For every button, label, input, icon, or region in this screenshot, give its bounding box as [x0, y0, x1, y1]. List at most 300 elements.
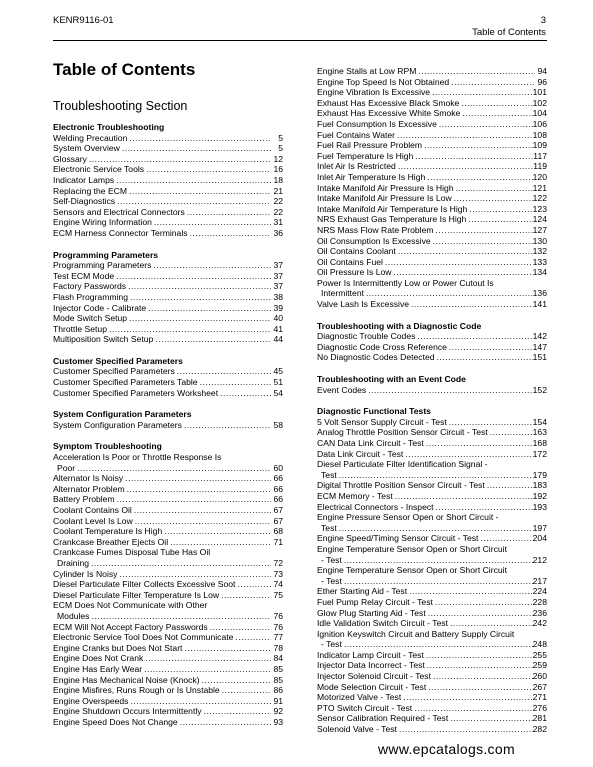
toc-dot-leader — [433, 236, 533, 247]
toc-entry-page: 72 — [273, 557, 283, 568]
toc-entry[interactable] — [53, 632, 283, 643]
toc-dot-leader — [89, 154, 271, 165]
toc-dot-leader — [235, 632, 271, 643]
toc-entry-page: 152 — [532, 384, 547, 395]
toc-entry-title: System Configuration Parameters — [53, 419, 182, 430]
toc-entry[interactable] — [317, 438, 547, 449]
toc-entry[interactable] — [317, 204, 547, 215]
toc-entry-title: Intake Manifold Air Pressure Is Low — [317, 193, 452, 204]
toc-entry[interactable] — [317, 618, 547, 629]
toc-entry[interactable] — [317, 629, 547, 640]
toc-entry-title: System Overview — [53, 143, 120, 154]
toc-entry[interactable] — [317, 682, 547, 693]
toc-entry[interactable] — [317, 225, 547, 236]
toc-entry-title: Crankcase Fumes Disposal Tube Has Oil — [53, 547, 211, 558]
toc-entry-title: Engine Does Not Crank — [53, 653, 144, 664]
toc-dot-leader — [449, 342, 533, 353]
toc-dot-leader — [146, 164, 271, 175]
toc-entry[interactable] — [317, 650, 547, 661]
toc-dot-leader — [170, 537, 271, 548]
toc-entry-page: 58 — [273, 419, 283, 430]
toc-entry[interactable] — [317, 278, 547, 289]
toc-entry-page: 78 — [273, 642, 283, 653]
section-title: Troubleshooting Section — [53, 99, 188, 113]
toc-entry[interactable] — [317, 608, 547, 619]
toc-entry[interactable] — [317, 427, 547, 438]
toc-entry[interactable] — [53, 473, 283, 484]
toc-entry-page: 151 — [532, 352, 547, 363]
toc-entry-page: 12 — [273, 153, 283, 164]
toc-entry-page: 101 — [532, 87, 547, 98]
toc-entry-title: Engine Has Early Wear — [53, 663, 143, 674]
toc-entry-page: 76 — [273, 621, 283, 632]
toc-entry-title: Oil Consumption Is Excessive — [317, 235, 431, 246]
toc-entry[interactable] — [317, 331, 547, 342]
toc-entry[interactable] — [53, 579, 283, 590]
toc-entry-title: Idle Validation Switch Circuit - Test — [317, 618, 449, 629]
toc-entry-page: 40 — [273, 313, 283, 324]
toc-entry-page: 66 — [273, 483, 283, 494]
toc-entry[interactable] — [53, 558, 283, 569]
toc-entry-page: 122 — [532, 193, 547, 204]
toc-dot-leader — [427, 660, 533, 671]
toc-entry-title: Injector Data Incorrect - Test — [317, 660, 425, 671]
toc-dot-leader — [129, 133, 271, 144]
toc-dot-leader — [344, 639, 533, 650]
toc-dot-leader — [237, 579, 271, 590]
toc-entry[interactable] — [53, 388, 283, 399]
toc-entry-title: Replacing the ECM — [53, 185, 128, 196]
toc-entry-title: Fuel Rail Pressure Problem — [317, 140, 423, 151]
toc-entry[interactable] — [53, 420, 283, 431]
toc-dot-leader — [221, 590, 271, 601]
toc-entry-page: 242 — [532, 618, 547, 629]
toc-entry-page: 193 — [532, 501, 547, 512]
toc-dot-leader — [426, 650, 533, 661]
toc-entry-title: Analog Throttle Position Sensor Circuit - Test — [317, 427, 488, 438]
toc-entry-page: 163 — [532, 427, 547, 438]
toc-entry[interactable] — [317, 470, 547, 481]
toc-entry[interactable] — [317, 639, 547, 650]
toc-entry[interactable] — [317, 533, 547, 544]
toc-entry-title: Intake Manifold Air Temperature Is High — [317, 203, 468, 214]
toc-entry-page: 36 — [273, 227, 283, 238]
toc-dot-leader — [164, 526, 271, 537]
toc-entry[interactable] — [317, 692, 547, 703]
toc-entry[interactable] — [317, 671, 547, 682]
toc-entry-title: Engine Misfires, Runs Rough or Is Unstable — [53, 685, 220, 696]
toc-entry-page: 41 — [273, 323, 283, 334]
toc-dot-leader — [424, 140, 533, 151]
toc-entry[interactable] — [317, 172, 547, 183]
toc-entry-title: - Test — [321, 639, 342, 650]
toc-entry[interactable] — [317, 724, 547, 735]
toc-entry-title: Sensors and Electrical Connectors — [53, 206, 185, 217]
toc-entry[interactable] — [53, 494, 283, 505]
toc-entry-title: Test — [321, 469, 337, 480]
toc-entry[interactable] — [317, 66, 547, 77]
toc-entry[interactable] — [53, 547, 283, 558]
toc-entry-page: 60 — [273, 462, 283, 473]
toc-entry[interactable] — [53, 207, 283, 218]
toc-entry[interactable] — [317, 523, 547, 534]
toc-entry-page: 104 — [532, 108, 547, 119]
toc-entry-page: 260 — [532, 671, 547, 682]
toc-entry-title: Self-Diagnostics — [53, 196, 116, 207]
toc-entry[interactable] — [317, 193, 547, 204]
toc-entry-page: 147 — [532, 341, 547, 352]
toc-dot-leader — [405, 449, 532, 460]
toc-entry-page: 248 — [532, 639, 547, 650]
toc-dot-leader — [398, 246, 533, 257]
toc-entry[interactable] — [53, 717, 283, 728]
toc-entry-page: 133 — [532, 256, 547, 267]
toc-dot-leader — [339, 523, 533, 534]
toc-dot-leader — [490, 427, 533, 438]
toc-entry-title: Coolant Temperature Is High — [53, 526, 163, 537]
toc-dot-leader — [436, 225, 533, 236]
toc-entry[interactable] — [53, 611, 283, 622]
page-title: Table of Contents — [53, 60, 196, 79]
toc-entry-page: 22 — [273, 206, 283, 217]
toc-entry[interactable] — [317, 161, 547, 172]
toc-entry-page: 132 — [532, 246, 547, 257]
toc-entry[interactable] — [317, 597, 547, 608]
toc-entry-title: ECM Memory - Test — [317, 490, 393, 501]
toc-spacer — [317, 310, 547, 321]
toc-entry-title: Crankcase Breather Ejects Oil — [53, 536, 169, 547]
toc-entry-page: 37 — [273, 260, 283, 271]
toc-entry-page: 172 — [532, 448, 547, 459]
toc-entry-title: Exhaust Has Excessive White Smoke — [317, 108, 461, 119]
toc-dot-leader — [184, 643, 271, 654]
toc-entry-title: CAN Data Link Circuit - Test — [317, 438, 424, 448]
toc-dot-leader — [437, 352, 533, 363]
toc-entry-page: 85 — [273, 674, 283, 685]
toc-entry-page: 217 — [532, 575, 547, 586]
toc-entry-title: ECM Harness Connector Terminals — [53, 227, 188, 238]
toc-entry-title: NRS Exhaust Gas Temperature Is High — [317, 214, 467, 225]
toc-entry[interactable] — [53, 664, 283, 675]
toc-entry-title: Ignition Keyswitch Circuit and Battery Supply Circuit — [317, 628, 515, 639]
toc-entry-title: Acceleration Is Poor or Throttle Response Is — [53, 452, 222, 463]
toc-entry-page: 5 — [278, 132, 283, 143]
toc-spacer — [53, 239, 283, 250]
toc-group-heading: Customer Specified Parameters — [53, 355, 183, 366]
toc-dot-leader — [122, 143, 271, 154]
toc-entry-page: 91 — [273, 695, 283, 706]
toc-entry[interactable] — [317, 267, 547, 278]
toc-dot-leader — [366, 288, 533, 299]
toc-entry[interactable] — [317, 288, 547, 299]
toc-entry-title: Customer Specified Parameters Table — [53, 377, 198, 388]
toc-group-heading: Programming Parameters — [53, 249, 159, 260]
running-title: Table of Contents — [472, 27, 546, 38]
toc-entry-title: Power Is Intermittently Low or Power Cutout Is — [317, 277, 494, 288]
toc-entry[interactable] — [317, 449, 547, 460]
toc-dot-leader — [117, 494, 271, 505]
watermark-link[interactable]: www.epcatalogs.com — [378, 741, 515, 757]
toc-entry-title: Electronic Service Tool Does Not Communicate — [53, 632, 234, 643]
toc-dot-leader — [433, 671, 533, 682]
toc-entry-page: 94 — [537, 66, 547, 76]
toc-dot-leader — [339, 470, 533, 481]
toc-entry[interactable] — [53, 569, 283, 580]
toc-entry[interactable] — [317, 246, 547, 257]
toc-entry[interactable] — [53, 675, 283, 686]
toc-entry[interactable] — [317, 555, 547, 566]
toc-entry[interactable] — [53, 463, 283, 474]
toc-entry-page: 168 — [532, 438, 547, 448]
toc-dot-leader — [177, 366, 271, 377]
toc-entry-title: Poor — [57, 462, 76, 473]
toc-entry[interactable] — [53, 706, 283, 717]
toc-entry[interactable] — [317, 214, 547, 225]
toc-dot-leader — [428, 608, 533, 619]
toc-entry-page: 54 — [273, 387, 283, 398]
toc-entry[interactable] — [53, 292, 283, 303]
toc-dot-leader — [220, 388, 271, 399]
toc-entry[interactable] — [317, 236, 547, 247]
toc-entry-page: 259 — [532, 660, 547, 671]
toc-entry[interactable] — [53, 228, 283, 239]
toc-entry[interactable] — [317, 108, 547, 119]
toc-entry-page: 96 — [537, 76, 547, 87]
toc-entry[interactable] — [317, 480, 547, 491]
toc-entry-title: Test — [321, 522, 337, 533]
toc-entry[interactable] — [53, 452, 283, 463]
toc-group-heading: Electronic Troubleshooting — [53, 122, 165, 132]
toc-entry[interactable] — [53, 696, 283, 707]
toc-entry-page: 84 — [273, 653, 283, 664]
toc-entry-page: 117 — [533, 150, 547, 161]
toc-entry[interactable] — [53, 143, 283, 154]
toc-column-right — [317, 66, 547, 735]
toc-entry-title: Engine Wiring Information — [53, 217, 152, 228]
toc-spacer — [53, 345, 283, 356]
toc-entry[interactable] — [53, 622, 283, 633]
toc-entry-title: Glossary — [53, 153, 87, 164]
toc-entry[interactable] — [317, 417, 547, 428]
toc-entry[interactable] — [53, 643, 283, 654]
toc-entry-page: 74 — [273, 579, 283, 590]
toc-entry-page: 16 — [273, 164, 283, 175]
toc-entry[interactable] — [317, 502, 547, 513]
toc-entry[interactable] — [53, 590, 283, 601]
toc-entry[interactable] — [53, 324, 283, 335]
toc-dot-leader — [210, 622, 271, 633]
toc-dot-leader — [145, 653, 271, 664]
toc-entry-title: Multiposition Switch Setup — [53, 334, 154, 345]
toc-entry-page: 212 — [532, 554, 547, 565]
toc-entry[interactable] — [317, 586, 547, 597]
toc-dot-leader — [117, 196, 271, 207]
toc-dot-leader — [135, 516, 271, 527]
toc-entry[interactable] — [317, 565, 547, 576]
toc-dot-leader — [394, 267, 533, 278]
toc-entry-title: No Diagnostic Codes Detected — [317, 352, 435, 363]
toc-entry[interactable] — [53, 334, 283, 345]
toc-entry-page: 108 — [532, 129, 547, 140]
toc-entry[interactable] — [317, 130, 547, 141]
toc-dot-leader — [187, 207, 271, 218]
toc-entry-page: 86 — [273, 685, 283, 696]
toc-entry[interactable] — [317, 299, 547, 310]
toc-entry[interactable] — [317, 183, 547, 194]
toc-entry[interactable] — [53, 377, 283, 388]
toc-entry[interactable] — [53, 260, 283, 271]
toc-entry-title: Motorized Valve - Test — [317, 692, 402, 703]
toc-entry-page: 183 — [532, 480, 547, 491]
toc-entry-page: 45 — [273, 366, 283, 377]
toc-entry[interactable] — [317, 660, 547, 671]
toc-dot-leader — [411, 299, 533, 310]
toc-entry-title: NRS Mass Flow Rate Problem — [317, 224, 434, 235]
toc-entry-page: 276 — [532, 702, 547, 713]
toc-entry[interactable] — [317, 140, 547, 151]
toc-entry[interactable] — [53, 505, 283, 516]
toc-entry-page: 51 — [273, 377, 283, 388]
toc-entry[interactable] — [317, 703, 547, 714]
toc-dot-leader — [450, 618, 533, 629]
toc-entry-page: 85 — [273, 663, 283, 674]
toc-dot-leader — [397, 130, 533, 141]
toc-entry-page: 134 — [532, 267, 547, 278]
toc-spacer — [53, 398, 283, 409]
toc-entry[interactable] — [317, 544, 547, 555]
toc-entry[interactable] — [53, 600, 283, 611]
toc-group-heading: Symptom Troubleshooting — [53, 441, 162, 452]
toc-column-left — [53, 122, 283, 727]
toc-entry-title: Fuel Consumption Is Excessive — [317, 118, 437, 129]
toc-entry[interactable] — [53, 516, 283, 527]
toc-entry-page: 228 — [532, 596, 547, 607]
toc-entry-title: Coolant Contains Oil — [53, 505, 132, 515]
toc-entry-title: Exhaust Has Excessive Black Smoke — [317, 97, 460, 108]
toc-dot-leader — [449, 417, 533, 428]
toc-entry[interactable] — [317, 352, 547, 363]
toc-entry-page: 93 — [273, 716, 283, 727]
toc-entry-page: 282 — [532, 724, 547, 735]
toc-dot-leader — [427, 172, 532, 183]
toc-entry[interactable] — [317, 77, 547, 88]
toc-entry-title: Mode Selection Circuit - Test — [317, 681, 427, 692]
toc-entry[interactable] — [317, 576, 547, 587]
toc-entry-page: 142 — [532, 331, 547, 342]
toc-dot-leader — [344, 555, 533, 566]
toc-entry-title: Engine Has Mechanical Noise (Knock) — [53, 674, 200, 685]
toc-dot-leader — [127, 484, 271, 495]
toc-entry[interactable] — [317, 385, 547, 396]
toc-entry[interactable] — [53, 175, 283, 186]
toc-entry-title: Engine Overspeeds — [53, 695, 129, 706]
toc-entry-title: Engine Vibration Is Excessive — [317, 87, 431, 98]
toc-entry[interactable] — [53, 526, 283, 537]
toc-entry[interactable] — [53, 653, 283, 664]
toc-entry[interactable] — [53, 154, 283, 165]
toc-entry[interactable] — [317, 459, 547, 470]
toc-entry[interactable] — [317, 151, 547, 162]
toc-spacer — [53, 430, 283, 441]
toc-entry-page: 21 — [273, 185, 283, 196]
toc-entry[interactable] — [53, 303, 283, 314]
toc-dot-leader — [418, 66, 535, 77]
toc-entry[interactable] — [53, 217, 283, 228]
toc-dot-leader — [456, 183, 533, 194]
toc-entry-page: 102 — [532, 97, 547, 108]
toc-dot-leader — [119, 569, 271, 580]
toc-entry-page: 44 — [273, 334, 283, 345]
toc-dot-leader — [116, 175, 271, 186]
toc-entry[interactable] — [53, 281, 283, 292]
toc-entry[interactable] — [317, 257, 547, 268]
toc-entry[interactable] — [53, 133, 283, 144]
toc-dot-leader — [109, 324, 271, 335]
toc-entry-page: 136 — [532, 288, 547, 299]
toc-entry-title: Engine Pressure Sensor Open or Short Circuit - — [317, 512, 499, 523]
toc-entry[interactable] — [53, 484, 283, 495]
toc-dot-leader — [432, 87, 533, 98]
toc-dot-leader — [428, 682, 532, 693]
toc-entry-title: Engine Temperature Sensor Open or Short Circuit — [317, 565, 507, 576]
toc-entry[interactable] — [317, 98, 547, 109]
toc-entry[interactable] — [53, 537, 283, 548]
toc-entry-title: Ether Starting Aid - Test — [317, 586, 408, 597]
toc-entry-title: Engine Shutdown Occurs Intermittently — [53, 706, 202, 717]
toc-dot-leader — [134, 505, 271, 516]
toc-dot-leader — [91, 611, 271, 622]
toc-entry[interactable] — [317, 119, 547, 130]
toc-entry-title: Data Link Circuit - Test — [317, 448, 404, 459]
toc-entry[interactable] — [53, 366, 283, 377]
toc-group-heading: Troubleshooting with an Event Code — [317, 374, 466, 385]
toc-dot-leader — [450, 713, 532, 724]
toc-dot-leader — [409, 586, 533, 597]
toc-entry[interactable] — [53, 685, 283, 696]
toc-entry-title: Valve Lash Is Excessive — [317, 299, 410, 310]
toc-entry-title: Electronic Service Tools — [53, 164, 145, 175]
toc-dot-leader — [415, 151, 533, 162]
toc-entry[interactable] — [317, 342, 547, 353]
toc-dot-leader — [184, 420, 271, 431]
toc-entry-page: 67 — [273, 515, 283, 526]
toc-dot-leader — [480, 533, 532, 544]
toc-entry-title: Injector Code - Calibrate — [53, 302, 147, 313]
toc-entry[interactable] — [53, 196, 283, 207]
toc-entry[interactable] — [317, 87, 547, 98]
toc-entry-page: 39 — [273, 302, 283, 313]
toc-dot-leader — [128, 281, 271, 292]
toc-entry[interactable] — [317, 491, 547, 502]
toc-entry[interactable] — [53, 313, 283, 324]
toc-entry-title: Electrical Connectors - Inspect — [317, 501, 434, 512]
toc-dot-leader — [130, 696, 271, 707]
toc-entry-title: Indicator Lamp Circuit - Test — [317, 649, 424, 660]
toc-entry-title: Diesel Particulate Filter Temperature Is Low — [53, 589, 220, 600]
toc-entry-title: Engine Top Speed Is Not Obtained — [317, 76, 450, 87]
toc-entry[interactable] — [53, 271, 283, 282]
toc-entry[interactable] — [317, 512, 547, 523]
toc-entry-title: Diesel Particulate Filter Collects Excessive Soot — [53, 579, 236, 590]
toc-entry[interactable] — [53, 186, 283, 197]
toc-dot-leader — [395, 491, 533, 502]
toc-dot-leader — [190, 228, 271, 239]
toc-entry-title: Factory Passwords — [53, 281, 127, 292]
toc-entry[interactable] — [317, 713, 547, 724]
toc-group-heading: System Configuration Parameters — [53, 409, 192, 420]
toc-entry-title: Engine Speed/Timing Sensor Circuit - Test — [317, 533, 479, 544]
toc-entry[interactable] — [53, 164, 283, 175]
